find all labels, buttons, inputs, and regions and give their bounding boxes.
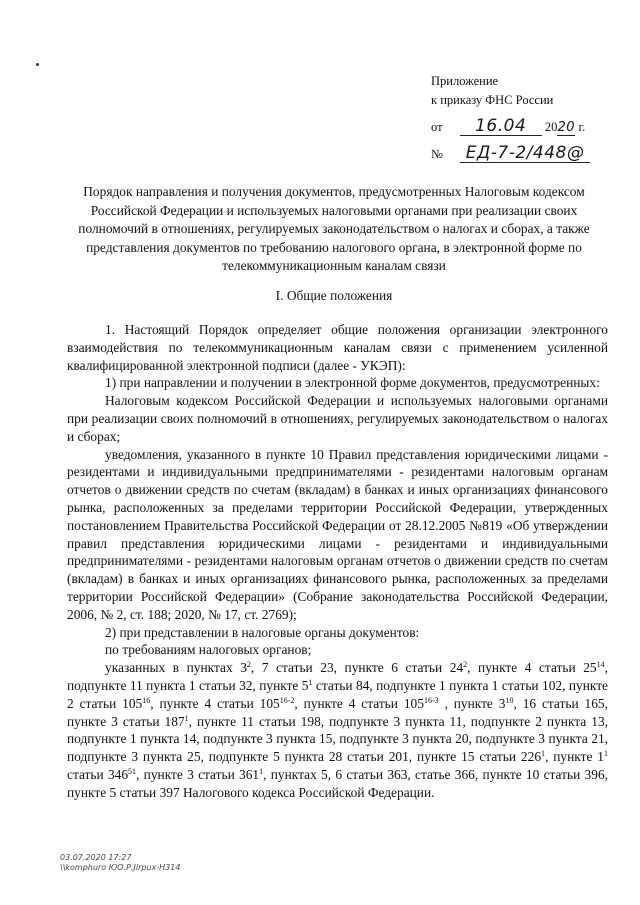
article-superscript: 1 (259, 766, 264, 776)
paragraph: 1) при направлении и получении в электронной форме документов, предусмотренных: (105, 375, 600, 391)
paragraph-text-segment: указанных в пунктах 3 (105, 660, 247, 676)
paragraph-text-segment: , пункте 4 статьи 105 (294, 695, 424, 711)
paragraph-article-list (67, 659, 608, 801)
appendix-number-line (431, 145, 590, 164)
footer-path: \\komphuro ЮО.Р.Jirpux-H314 (60, 863, 181, 872)
paragraph-text-segment: , подпункте 11 пункта 1 статьи 32, пункте 5 (67, 660, 608, 693)
paragraph-text-segment: , пункте 1 (545, 749, 604, 765)
article-superscript: 51 (128, 766, 137, 776)
paragraph-text-segment: , пунктах 5, 6 статьи 363, статье 366, пункте 10 статьи 396, пункте 5 статьи 397 Налогового кодекса Российской Федерации. (67, 766, 608, 800)
article-superscript: 1 (308, 677, 313, 687)
appendix-label: Приложение (431, 74, 499, 88)
appendix-header (431, 72, 590, 164)
year-field (557, 118, 575, 136)
paragraph-text-segment: , пункте 4 статьи 25 (467, 660, 597, 676)
article-superscript: 10 (505, 695, 514, 705)
article-superscript: 1 (184, 713, 189, 723)
paragraph-text-segment: , пункте 11 статьи 198, подпункте 3 пункта 11, подпункте 2 пункта 13, подпункте 1 пункта 14, подпункте 3 пункта 15, подпункте 3 пункта 20, подпункте 3 пункта 21, подпункте 3 пункта 25, подпункте 5 пункта 28 статьи 201, пункте 15 статьи 226 (67, 713, 608, 765)
paragraph-text-segment: , пункте 3 (438, 695, 506, 711)
section-heading: I. Общие положения (275, 288, 393, 303)
paragraph-text-segment: , пункте 4 статьи 105 (150, 695, 280, 711)
year-prefix: 20 (544, 120, 558, 134)
footer-timestamp: 03.07.2020 17:27 (60, 853, 132, 862)
appendix-order-ref: к приказу ФНС России (431, 93, 554, 107)
date-handwritten: 16.04 (475, 116, 527, 136)
paragraph: 2) при представлении в налоговые органы документов: (105, 624, 420, 640)
paragraph-text-segment: статьи 346 (67, 766, 129, 782)
article-superscript: 2 (463, 660, 468, 670)
article-superscript: 1 (541, 749, 546, 759)
article-superscript: 16-2 (279, 695, 295, 705)
paragraph: по требованиям налоговых органов; (105, 642, 312, 658)
stray-mark (36, 63, 39, 66)
print-footer (60, 853, 180, 873)
article-superscript: 14 (596, 660, 605, 670)
paragraph: уведомления, указанного в пункте 10 Правил представления юридическими лицами - резидентами и индивидуальными предпринимателями - резидентами налоговым органам отчетов о движении средств по счетам (вкладам) в банках и иных организациях финансового рынка, расположенных за пределами территории Российской Федерации, утвержденных постановлением Правительства Российской Федерации от 28.12.2005 №819 «Об утверждении правил представления юридическими лицами - резидентами и индивидуальными предпринимателями - резидентами налоговым органам отчетов о движении средств по счетам (вкладам) в банках и иных организациях финансового рынка, расположенных за пределами территории Российской Федерации» (Собрание законодательства Российской Федерации, 2006, № 2, ст. 188; 2020, № 17, ст. 2769); (67, 446, 608, 622)
date-field (460, 118, 542, 136)
paragraph-text-segment: , пункте 3 статьи 361 (136, 766, 260, 782)
article-superscript: 1 (604, 749, 608, 759)
article-superscript: 2 (246, 660, 251, 670)
paragraph: Налоговым кодексом Российской Федерации и используемых налоговыми органами при реализации своих полномочий в отношениях, регулируемых законодательством о налогах и сборах; (67, 393, 608, 444)
paragraph-text-segment: статьи 84, подпункте 1 пункта 1 статьи 102, пункте 2 статьи 105 (67, 677, 608, 711)
paragraph-text-segment: , 16 статьи 165, пункте 3 статьи 187 (67, 695, 608, 729)
article-superscript: 16 (142, 695, 151, 705)
paragraph: 1. Настоящий Порядок определяет общие положения организации электронного взаимодействия по телекоммуникационным каналам связи с применением усиленной квалифицированной электронной подписи (далее - УКЭП): (67, 322, 608, 373)
number-field (460, 145, 590, 163)
number-handwritten: ЕД-7-2/448@ (465, 143, 585, 163)
appendix-date-line (431, 118, 590, 137)
year-handwritten: 20 (557, 120, 576, 135)
paragraph-text-segment: , 7 статьи 23, пункте 6 статьи 24 (250, 660, 464, 676)
date-prefix: от (431, 120, 443, 134)
document-title: Порядок направления и получения документов, предусмотренных Налоговым кодексом Российской Федерации и используемых налоговыми органами при реализации своих полномочий в отношениях, регулируемых законодательством о налогах и сборах, а также представления документов по требованию налогового органа, в электронной форме по телекоммуникационным каналам связи (78, 184, 590, 273)
year-suffix: г. (578, 120, 586, 134)
document-body (67, 321, 608, 802)
article-superscript: 16-3 (423, 695, 439, 705)
number-prefix: № (431, 147, 443, 161)
